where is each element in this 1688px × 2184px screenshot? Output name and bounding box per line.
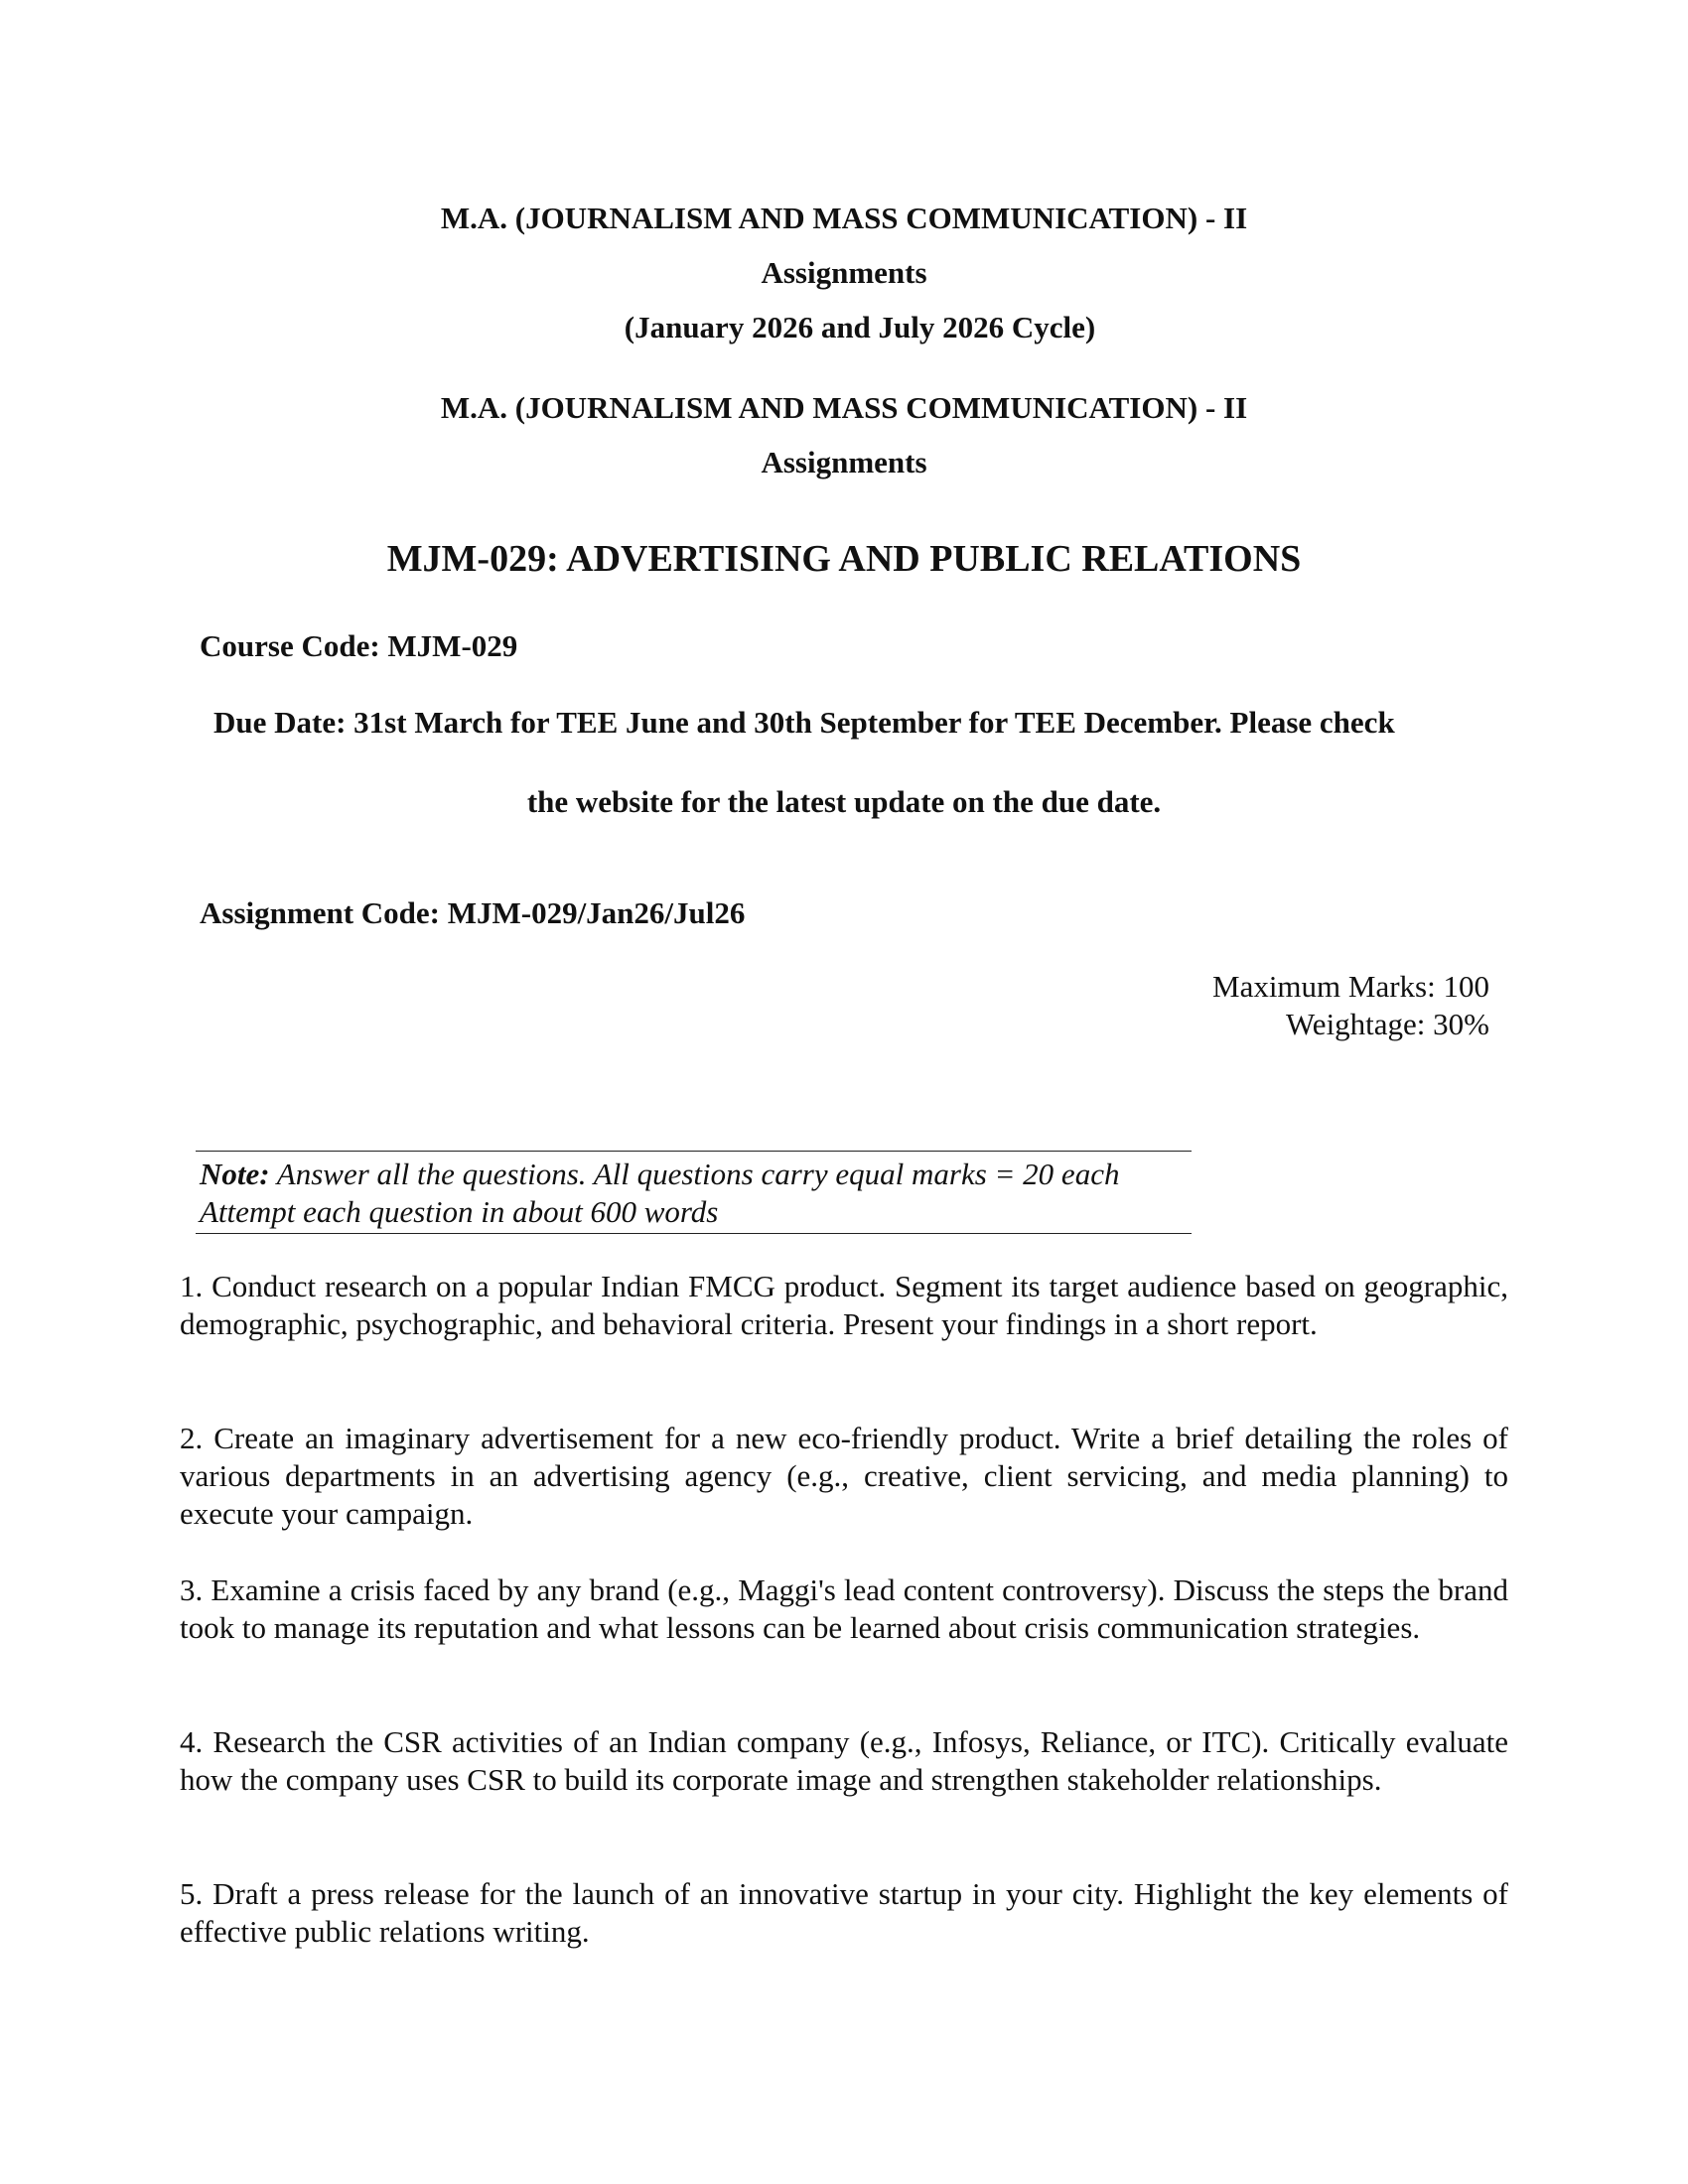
assignments-heading-text: Assignments [761, 255, 927, 290]
question-5: 5. Draft a press release for the launch of an innovative startup in your city. Highlight the key elements of effective public relations writing. [180, 1876, 1508, 1949]
course-code: Course Code: MJM-029 [200, 628, 518, 663]
note-line-2: Attempt each question in about 600 words [200, 1194, 719, 1229]
note-text-1: Answer all the questions. All questions carry equal marks = 20 each [276, 1157, 1120, 1191]
note-line-1 [200, 1156, 1192, 1193]
assignment-code: Assignment Code: MJM-029/Jan26/Jul26 [200, 895, 746, 930]
due-date-line-2 [0, 782, 1688, 822]
question-3: 3. Examine a crisis faced by any brand (e.g., Maggi's lead content controversy). Discuss the steps the brand took to manage its reputation and what lessons can be learned about crisis communication strategies. [180, 1572, 1508, 1645]
program-title [0, 199, 1688, 238]
question-2: 2. Create an imaginary advertisement for a new eco-friendly product. Write a brief detailing the roles of various departments in an advertising agency (e.g., creative, client servicing, and media planning) to execute your campaign. [180, 1421, 1508, 1531]
note-box [196, 1151, 1192, 1234]
question-1: 1. Conduct research on a popular Indian FMCG product. Segment its target audience based on geographic, demographic, psychographic, and behavioral criteria. Present your findings in a short report. [180, 1269, 1508, 1341]
program-title-repeat [0, 388, 1688, 428]
assignments-heading-repeat [0, 443, 1688, 482]
course-title-text: MJM-029: ADVERTISING AND PUBLIC RELATIONS [386, 538, 1302, 580]
assignments-heading [0, 253, 1688, 293]
question-4: 4. Research the CSR activities of an Indian company (e.g., Infosys, Reliance, or ITC). Critically evaluate how the company uses CSR to build its corporate image and strengthen stakeholder relationships. [180, 1724, 1508, 1797]
program-title-text: M.A. (JOURNALISM AND MASS COMMUNICATION) - II [440, 201, 1248, 235]
due-date-line-2-text: the website for the latest update on the due date. [526, 784, 1162, 819]
course-title [0, 536, 1688, 582]
cycle-heading-text: (January 2026 and July 2026 Cycle) [624, 310, 1096, 344]
assignments-heading-repeat-text: Assignments [761, 445, 927, 479]
weightage: Weightage: 30% [1286, 1007, 1489, 1041]
cycle-heading [16, 308, 1688, 347]
program-title-repeat-text: M.A. (JOURNALISM AND MASS COMMUNICATION) - II [440, 390, 1248, 425]
due-date-line-1: Due Date: 31st March for TEE June and 30th September for TEE December. Please check [213, 705, 1395, 740]
maximum-marks: Maximum Marks: 100 [1212, 969, 1489, 1004]
note-label: Note: [200, 1157, 270, 1191]
